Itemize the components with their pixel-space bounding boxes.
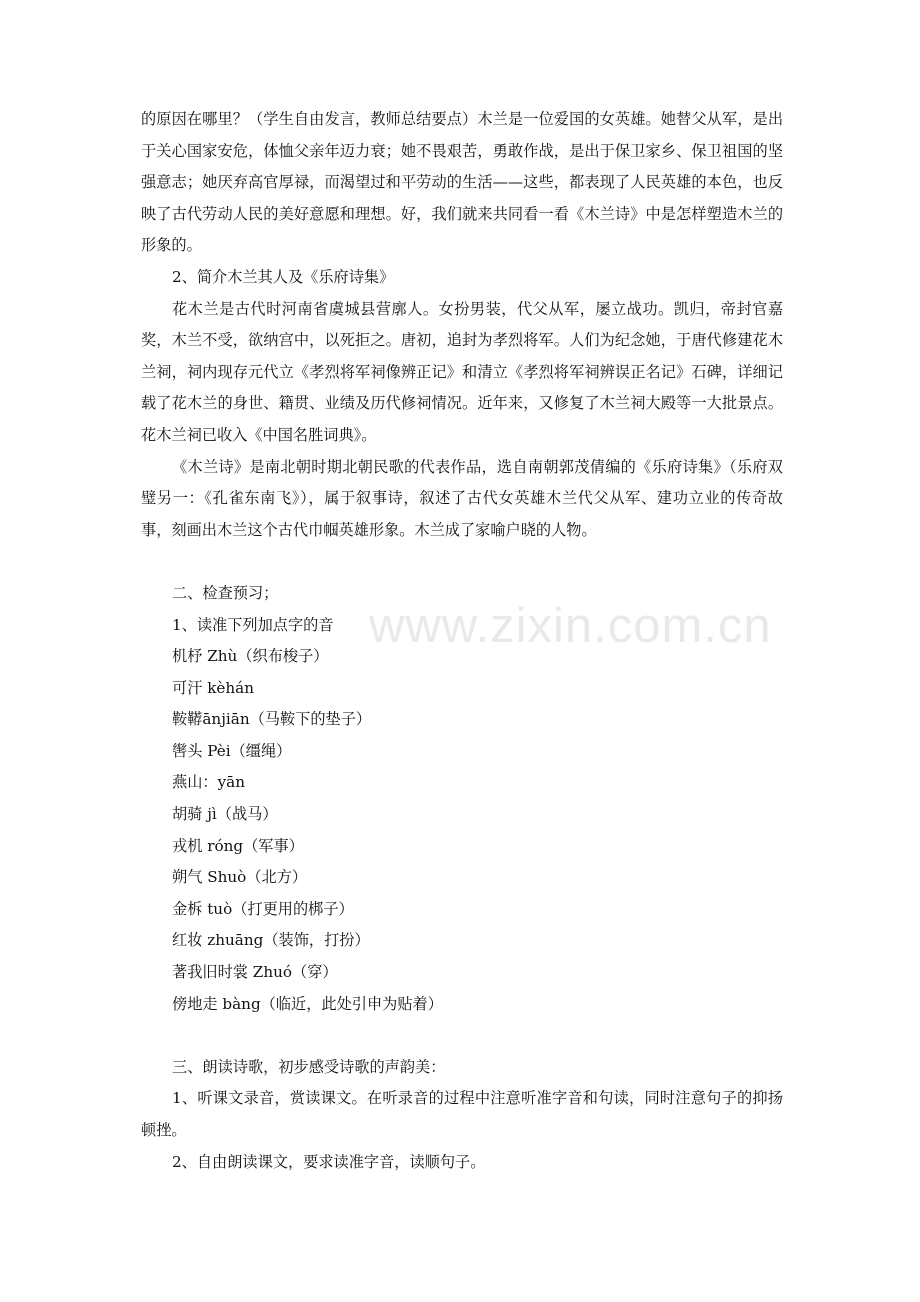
pronunciation-item: 胡骑 jì（战马） xyxy=(172,805,278,824)
watermark: www.zixin.com.cn xyxy=(369,599,772,653)
spacer xyxy=(141,1020,783,1052)
pronunciation-item: 可汗 kèhán xyxy=(172,678,255,697)
section3-item-read-aloud: 2、自由朗读课文，要求读准字音，读顺句子。 xyxy=(172,1152,486,1171)
pronunciation-item: 朔气 Shuò（北方） xyxy=(172,868,308,887)
paragraph-mulan-poem-intro: 《木兰诗》是南北朝时期北朝民歌的代表作品，选自南朝郭茂倩编的《乐府诗集》（乐府双璧另一：《孔雀东南飞》），属于叙事诗，叙述了古代女英雄木兰代父从军、建功立业的传奇故事，刻画出木兰这个古代巾帼英雄形象。木兰成了家喻户晓的人物。 xyxy=(141,457,783,539)
pronunciation-item: 鞍鞯ānjiān（马鞍下的垫子） xyxy=(172,710,372,729)
pronunciation-item: 傍地走 bàng（临近，此处引申为贴着） xyxy=(172,994,443,1013)
pronunciation-item: 燕山：yān xyxy=(172,773,245,792)
pronunciation-item: 辔头 Pèi（缰绳） xyxy=(172,741,292,760)
pronunciation-item: 红妆 zhuāng（装饰，打扮） xyxy=(172,931,370,950)
section2-heading: 二、检查预习； xyxy=(172,583,279,602)
pronunciation-item: 机杼 Zhù（织布梭子） xyxy=(172,647,329,666)
document-body xyxy=(141,104,783,1178)
pronunciation-item: 金柝 tuò（打更用的梆子） xyxy=(172,899,354,918)
spacer xyxy=(141,546,783,578)
section2-subheading: 1、读准下列加点字的音 xyxy=(172,615,334,634)
pronunciation-item: 著我旧时裳 Zhuó（穿） xyxy=(172,963,338,982)
section3-item-listen: 1、听课文录音，赏读课文。在听录音的过程中注意听准字音和句读，同时注意句子的抑扬顿挫。 xyxy=(141,1089,783,1139)
pronunciation-item: 戎机 róng（军事） xyxy=(172,836,304,855)
section3-heading: 三、朗读诗歌，初步感受诗歌的声韵美： xyxy=(172,1057,446,1076)
paragraph-intro-reason: 的原因在哪里？（学生自由发言，教师总结要点）木兰是一位爱国的女英雄。她替父从军，是出于关心国家安危，体恤父亲年迈力衰；她不畏艰苦，勇敢作战，是出于保卫家乡、保卫祖国的坚强意志；她厌弃高官厚禄，而渴望过和平劳动的生活——这些，都表现了人民英雄的本色，也反映了古代劳动人民的美好意愿和理想。好，我们就来共同看一看《木兰诗》中是怎样塑造木兰的形象的。 xyxy=(141,110,783,255)
paragraph-intro-subtitle: 2、简介木兰其人及《乐府诗集》 xyxy=(172,267,395,286)
paragraph-hua-mulan-bio: 花木兰是古代时河南省虞城县营廓人。女扮男装，代父从军，屡立战功。凯归，帝封官嘉奖，木兰不受，欲纳宫中，以死拒之。唐初，追封为孝烈将军。人们为纪念她，于唐代修建花木兰祠，祠内现存元代立《孝烈将军祠像辨正记》和清立《孝烈将军祠辨误正名记》石碑，详细记载了花木兰的身世、籍贯、业绩及历代修祠情况。近年来，又修复了木兰祠大殿等一大批景点。花木兰祠已收入《中国名胜词典》。 xyxy=(141,299,783,444)
